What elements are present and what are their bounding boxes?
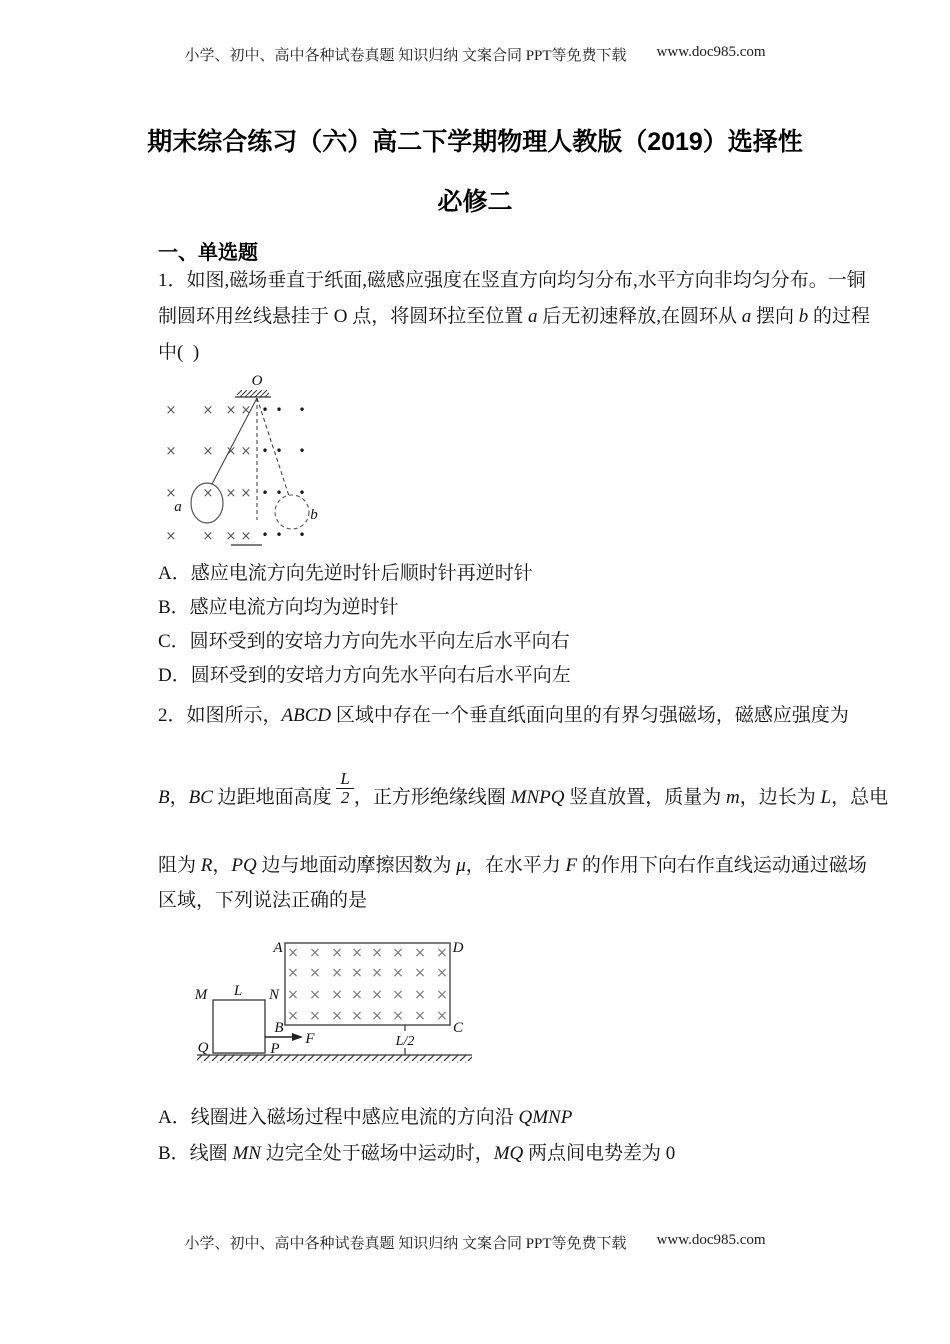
q2-text-line4: 区域，下列说法正确的是 — [158, 890, 368, 911]
field-into-page-cross-row: ×××× — [165, 486, 252, 501]
ceiling-hatch — [237, 390, 269, 397]
field-into-page-cross-row: ×××××××× — [287, 987, 448, 1003]
field-out-of-page-dot-row: ••• — [261, 403, 306, 417]
coil-label-Q: Q — [197, 1040, 209, 1056]
header-slogan: 小学、初中、高中各种试卷真题 知识归纳 文案合同 PPT等免费下载 — [184, 48, 627, 64]
field-out-of-page-dot-row: ••• — [261, 528, 306, 542]
force-arrow-head — [292, 1033, 303, 1041]
field-into-page-cross-row: ×××××××× — [287, 1008, 448, 1024]
ground-hatch — [197, 1056, 472, 1063]
field-into-page-cross-row: ×××× — [165, 403, 252, 418]
height-label-L-over-2: L/2 — [395, 1034, 415, 1049]
ring-label-a: a — [174, 499, 182, 515]
ring-label-b: b — [310, 507, 318, 523]
figure-q2-loop-and-field-region — [195, 935, 480, 1075]
region-label-D: D — [452, 940, 464, 956]
figure-q1-pendulum-in-field — [162, 370, 332, 550]
q1-option-d: D．圆环受到的安培力方向先水平向右后水平向左 — [158, 665, 571, 686]
q2-text-line3: 阻为 R，PQ 边与地面动摩擦因数为 μ，在水平力 F 的作用下向右作直线运动通过磁场 — [158, 855, 867, 876]
section-heading: 一、单选题 — [158, 242, 258, 264]
region-label-C: C — [452, 1020, 464, 1036]
q1-option-c: C．圆环受到的安培力方向先水平向左后水平向右 — [158, 631, 570, 652]
q2-text-line1: 2．如图所示，ABCD 区域中存在一个垂直纸面向里的有界匀强磁场，磁感应强度为 — [158, 705, 849, 726]
q1-option-a: A．感应电流方向先逆时针后顺时针再逆时针 — [158, 563, 533, 584]
force-label-F: F — [305, 1031, 315, 1047]
region-label-A: A — [273, 940, 283, 956]
q2-text-line2: B，BC 边距地面高度 $\frac{L}{2}$ ，正方形绝缘线圈 MNPQ 竖直放置，质量为 m，边长为 L，总电 — [158, 769, 889, 808]
q1-option-b: B．感应电流方向均为逆时针 — [158, 597, 399, 618]
footer-site-url: www.doc985.com — [656, 1232, 766, 1248]
region-label-B: B — [274, 1020, 284, 1036]
coil-label-N: N — [268, 987, 280, 1003]
footer-slogan: 小学、初中、高中各种试卷真题 知识归纳 文案合同 PPT等免费下载 — [184, 1236, 627, 1252]
field-out-of-page-dot-row: ••• — [261, 486, 306, 500]
coil-label-P: P — [270, 1041, 280, 1057]
pivot-label-O: O — [251, 373, 263, 389]
page-footer — [0, 1232, 950, 1253]
document-title — [0, 112, 950, 232]
q1-text-line3: 中( ) — [158, 342, 200, 363]
field-into-page-cross-row: ×××× — [165, 444, 252, 459]
q2-option-a: A．线圈进入磁场过程中感应电流的方向沿 QMNP — [158, 1107, 573, 1128]
copper-ring-position-b-dashed — [275, 495, 309, 529]
q1-text-line1: 1．如图,磁场垂直于纸面,磁感应强度在竖直方向均匀分布,水平方向非均匀分布。一铜 — [158, 270, 866, 291]
document-title-line1: 期末综合练习（六）高二下学期物理人教版（2019）选择性 — [147, 128, 803, 156]
side-length-label-L: L — [233, 983, 243, 999]
coil-label-M: M — [195, 987, 208, 1003]
q1-text-line2: 制圆环用丝线悬挂于 O 点，将圆环拉至位置 a 后无初速释放,在圆环从 a 摆向 b 的过程 — [158, 306, 871, 327]
square-coil-MNPQ — [213, 1000, 265, 1053]
document-title-line2: 必修二 — [437, 188, 513, 216]
page-header — [0, 44, 950, 65]
field-into-page-cross-row: ×××××××× — [287, 945, 448, 961]
field-into-page-cross-row: ×××××××× — [287, 965, 448, 981]
field-into-page-cross-row: ×××× — [165, 529, 252, 544]
header-site-url: www.doc985.com — [656, 44, 766, 60]
q2-option-b: B．线圈 MN 边完全处于磁场中运动时，MQ 两点间电势差为 0 — [158, 1143, 676, 1164]
field-out-of-page-dot-row: ••• — [261, 444, 306, 458]
